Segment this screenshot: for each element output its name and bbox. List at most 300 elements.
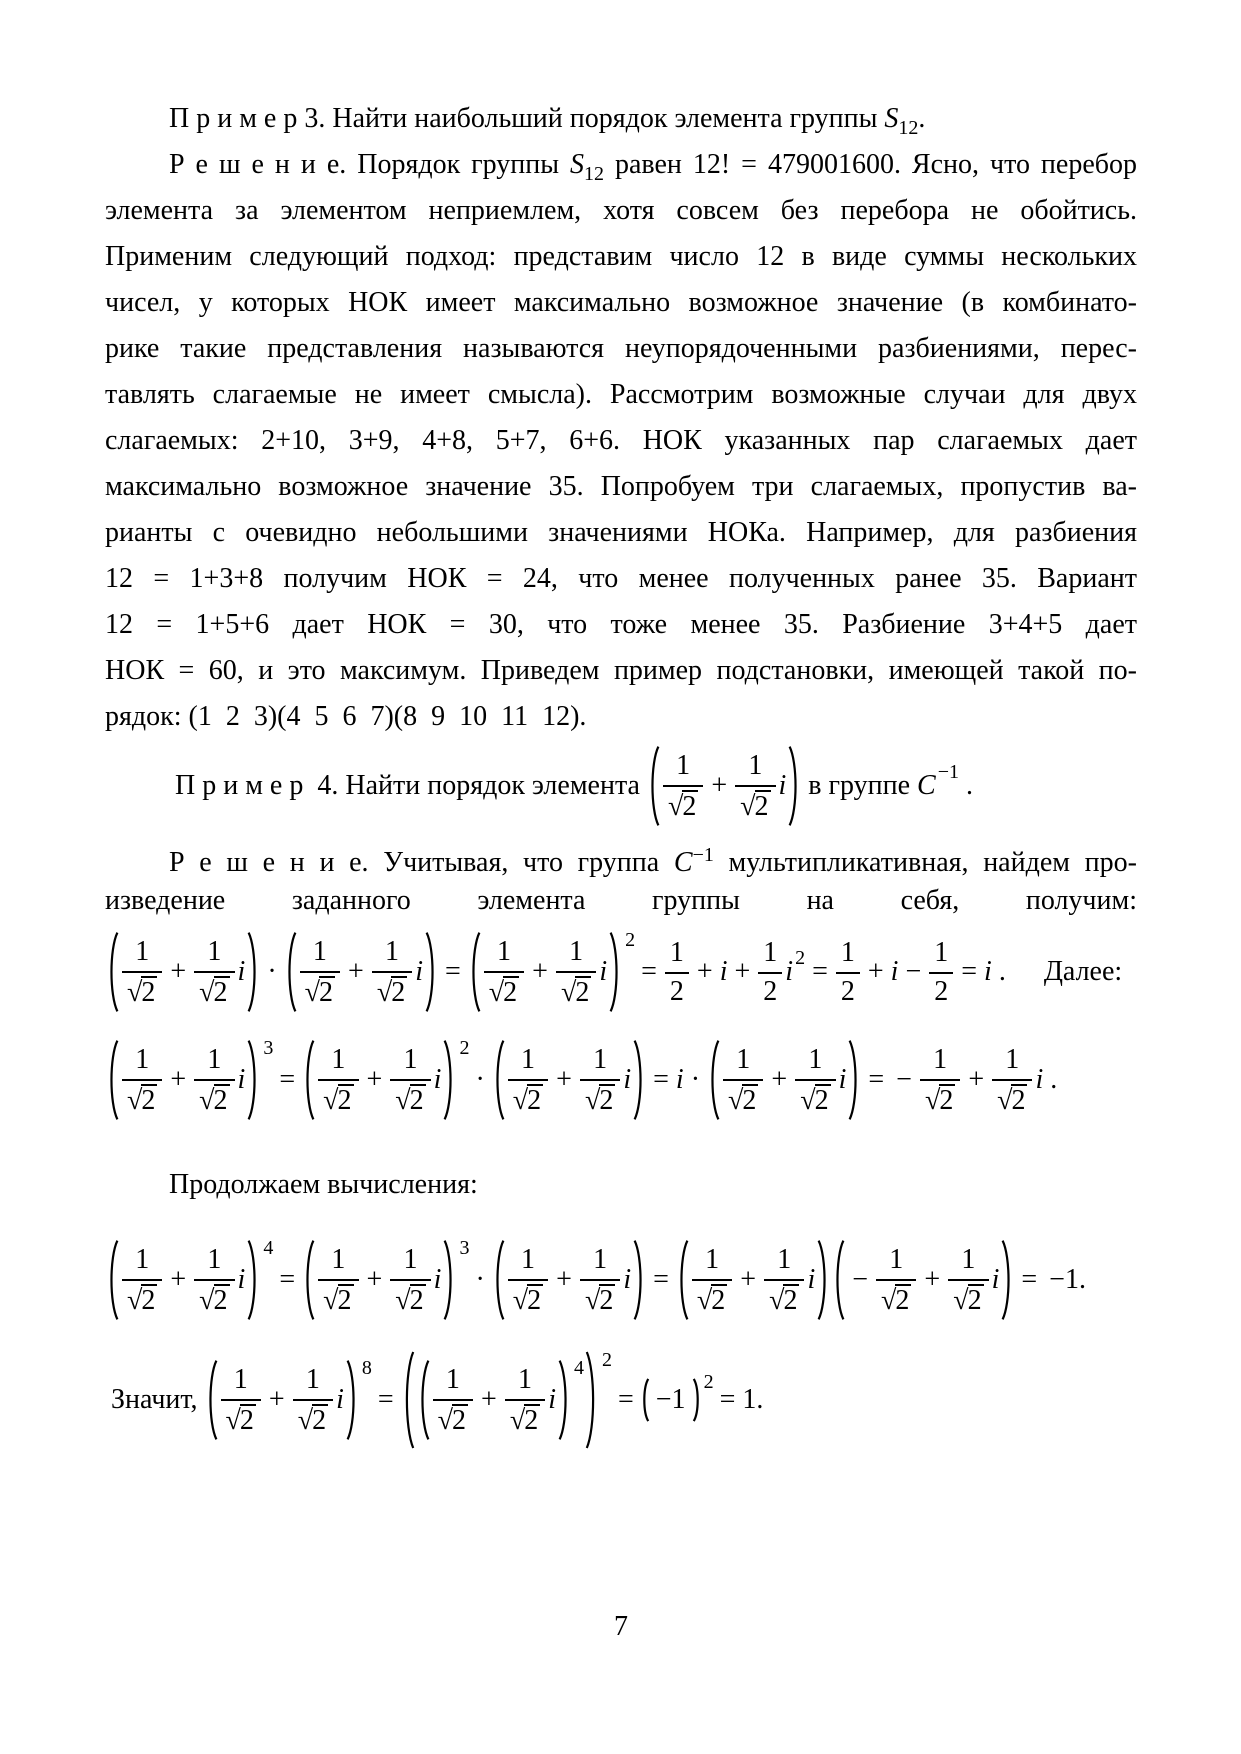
- spacer: [1012, 972, 1038, 973]
- math-variable: i: [237, 1064, 246, 1095]
- fraction: [508, 1045, 548, 1115]
- radical-sign: √: [323, 1084, 339, 1116]
- radical-sign: √: [488, 976, 505, 1008]
- text-token: ·: [690, 1064, 701, 1095]
- subscript: 12: [898, 117, 919, 139]
- denominator: [300, 971, 340, 1007]
- text-token: тавлять слагаемые не имеет смысла). Рассмотрим возможные случаи для двух: [105, 379, 1137, 410]
- radical-sign: √: [924, 1084, 941, 1116]
- exponent: 2: [459, 1036, 470, 1059]
- paren-group: [584, 1350, 612, 1450]
- numerator: 1: [207, 1044, 222, 1076]
- left-paren: [301, 1239, 316, 1321]
- numerator: 1: [445, 1364, 460, 1396]
- radicand: 2: [337, 1084, 352, 1116]
- denominator: 2: [758, 972, 782, 1006]
- text-token: 12 = 1+5+6 дает НОК = 30, что тоже менее 35. Разбиение 3+4+5 дает: [105, 609, 1137, 640]
- exponent: 3: [459, 1236, 470, 1259]
- fraction: [390, 1045, 430, 1115]
- denominator: [372, 971, 412, 1007]
- text-token: Р е ш е н и е. Учитывая, что группа: [169, 847, 674, 878]
- exponent: 2: [703, 1370, 714, 1393]
- text-token: =: [617, 1384, 634, 1415]
- fraction: [390, 1245, 430, 1315]
- denominator: 2: [836, 972, 860, 1006]
- denominator: [723, 1079, 763, 1115]
- radicand: 2: [239, 1404, 254, 1436]
- math-variable: i: [237, 1264, 246, 1295]
- fraction: [484, 937, 524, 1007]
- left-paren: [400, 1350, 416, 1450]
- radicand: 2: [783, 1284, 798, 1316]
- math-variable: i: [838, 1064, 847, 1095]
- radical-sign: √: [667, 790, 684, 822]
- fraction: [505, 1365, 545, 1435]
- radical-sign: √: [127, 976, 143, 1008]
- right-paren: [424, 931, 439, 1013]
- right-paren: [632, 1039, 647, 1121]
- text-token: .: [998, 956, 1006, 987]
- math-variable: S: [884, 103, 899, 134]
- radical-sign: √: [800, 1084, 816, 1116]
- radical-sign: √: [512, 1284, 529, 1316]
- paren-group: [632, 1239, 647, 1321]
- fraction: [836, 938, 860, 1006]
- radicand: 2: [711, 1284, 726, 1316]
- radicand: 2: [895, 1284, 910, 1316]
- solution3-line-8: [105, 464, 1137, 510]
- radicand: 2: [141, 976, 156, 1008]
- denominator: [992, 1079, 1032, 1115]
- text-token: =: [641, 956, 657, 987]
- paren-group: [847, 1039, 862, 1121]
- radicand: 2: [141, 1284, 156, 1316]
- solution3-line-12: [105, 648, 1137, 694]
- radicand: 2: [599, 1084, 614, 1116]
- right-paren: [246, 1039, 261, 1121]
- radicand: 2: [939, 1084, 954, 1116]
- fraction: [764, 1245, 804, 1315]
- left-paren: [105, 1239, 120, 1321]
- formula-fourth-power: [105, 1230, 1137, 1330]
- right-paren: [847, 1039, 862, 1121]
- paren-group: [246, 1036, 274, 1121]
- math-variable: i: [623, 1264, 632, 1295]
- text-token: ·: [475, 1264, 485, 1295]
- radical-sign: √: [376, 976, 393, 1008]
- denominator: 2: [929, 972, 953, 1006]
- numerator: 1: [385, 936, 400, 968]
- math-variable: i: [807, 1264, 816, 1295]
- denominator: [221, 1399, 261, 1435]
- fraction: [318, 1245, 358, 1315]
- radical-sign: √: [199, 976, 215, 1008]
- denominator: [433, 1399, 473, 1435]
- formula-cube: [105, 1034, 1137, 1126]
- paren-group: [692, 1370, 714, 1422]
- text-token: =: [279, 1064, 296, 1095]
- text-token: Применим следующий подход: представим число 12 в виде суммы нескольких: [105, 241, 1137, 272]
- math-variable: i: [1035, 1064, 1044, 1095]
- text-token: −: [896, 1064, 912, 1095]
- numerator: 1: [705, 1244, 720, 1276]
- right-paren: [692, 1378, 702, 1422]
- text-token: ·: [475, 1064, 485, 1095]
- text-token: рядок: (1 2 3)(4 5 6 7)(8 9 10 11 12).: [105, 701, 587, 732]
- fraction: [293, 1365, 333, 1435]
- text-token: П р и м е р 4. Найти порядок элемента: [175, 770, 640, 801]
- fraction: [920, 1045, 960, 1115]
- paren-group: [400, 1350, 416, 1450]
- paren-group: [283, 931, 298, 1013]
- left-paren: [204, 1359, 219, 1441]
- right-paren: [246, 931, 261, 1013]
- text-token: −: [852, 1264, 869, 1295]
- text-token: +: [867, 956, 884, 987]
- denominator: [194, 1079, 234, 1115]
- left-paren: [105, 1039, 120, 1121]
- paren-group: [424, 931, 439, 1013]
- text-token: =: [812, 956, 828, 987]
- radicand: 2: [527, 1284, 542, 1316]
- radical-sign: √: [395, 1084, 411, 1116]
- denominator: [122, 1079, 162, 1115]
- paren-group: [246, 931, 261, 1013]
- fraction: [580, 1045, 620, 1115]
- denominator: [505, 1399, 545, 1435]
- math-variable: i: [433, 1064, 442, 1095]
- text-token: чисел, у которых НОК имеет максимально возможное значение (в комбинато-: [105, 287, 1137, 318]
- text-token: .: [1050, 1064, 1058, 1095]
- text-token: мультипликативная, найдем про-: [713, 847, 1137, 878]
- fraction: [992, 1045, 1032, 1115]
- paren-group: [491, 1039, 506, 1121]
- left-paren: [105, 931, 120, 1013]
- text-token: +: [556, 1064, 572, 1095]
- numerator: 1: [889, 1244, 904, 1276]
- solution3-line-9: [105, 510, 1137, 556]
- text-token: =: [444, 956, 461, 987]
- numerator: 1: [496, 936, 511, 968]
- paren-group: [640, 1378, 650, 1422]
- radicand: 2: [409, 1084, 424, 1116]
- math-variable: i: [623, 1064, 632, 1095]
- numerator: 1: [520, 1044, 535, 1076]
- solution4-line-1: [105, 832, 1137, 878]
- radicand: 2: [409, 1284, 424, 1316]
- radicand: 2: [682, 790, 697, 822]
- text-token: −1: [655, 1384, 686, 1415]
- left-paren: [467, 931, 482, 1013]
- denominator: [735, 785, 775, 821]
- left-paren: [675, 1239, 690, 1321]
- paren-group: [345, 1356, 372, 1441]
- numerator: 1: [403, 1244, 418, 1276]
- fraction: [122, 937, 162, 1007]
- text-token: =: [653, 1064, 669, 1095]
- radical-sign: √: [769, 1284, 785, 1316]
- radicand: 2: [527, 1084, 542, 1116]
- text-token: равен 12! = 479001600. Ясно, что перебор: [604, 149, 1138, 180]
- text-token: =: [961, 956, 978, 987]
- superscript: −1: [692, 844, 714, 866]
- denominator: [580, 1079, 620, 1115]
- paren-group: [646, 745, 661, 827]
- fraction: [194, 1245, 234, 1315]
- math-variable: S: [570, 149, 585, 180]
- exponent: 4: [573, 1356, 584, 1379]
- fraction: [876, 1245, 916, 1315]
- fraction: [300, 937, 340, 1007]
- paren-group: [301, 1039, 316, 1121]
- radical-sign: √: [584, 1084, 601, 1116]
- paren-group: [557, 1356, 584, 1441]
- fraction: [122, 1245, 162, 1315]
- left-paren: [301, 1039, 316, 1121]
- numerator: 1: [961, 1244, 976, 1276]
- fraction: [735, 751, 775, 821]
- formula-square: [105, 926, 1137, 1018]
- right-paren: [1000, 1239, 1015, 1321]
- radical-sign: √: [740, 790, 756, 822]
- denominator: [122, 1279, 162, 1315]
- numerator: 1: [331, 1044, 346, 1076]
- radical-sign: √: [297, 1404, 314, 1436]
- fraction: [372, 937, 412, 1007]
- left-paren: [491, 1239, 506, 1321]
- denominator: [390, 1279, 430, 1315]
- math-variable: i: [548, 1384, 556, 1415]
- numerator: 1: [840, 937, 855, 969]
- text-token: Далее:: [1043, 956, 1123, 987]
- radical-sign: √: [953, 1284, 969, 1316]
- numerator: 1: [934, 937, 949, 969]
- numerator: 1: [593, 1244, 608, 1276]
- denominator: [795, 1079, 835, 1115]
- right-paren: [816, 1239, 831, 1321]
- text-token: =: [377, 1384, 394, 1415]
- text-token: Значит,: [111, 1384, 198, 1415]
- solution3-line-3: [105, 234, 1137, 280]
- right-paren: [557, 1359, 572, 1441]
- numerator: 1: [669, 937, 684, 969]
- text-token: рике такие представления называются неупорядоченными разбиениями, перес-: [105, 333, 1137, 364]
- math-variable: i: [433, 1264, 442, 1295]
- math-variable: i: [984, 956, 992, 987]
- superscript: −1: [937, 760, 959, 783]
- math-variable: i: [785, 956, 794, 987]
- denominator: [508, 1079, 548, 1115]
- solution3-line-11: [105, 602, 1137, 648]
- denominator: [948, 1279, 988, 1315]
- paren-group: [816, 1239, 831, 1321]
- paren-group: [467, 931, 482, 1013]
- text-token: рианты с очевидно небольшими значениями НОКа. Например, для разбиения: [105, 517, 1137, 548]
- continue-text: [105, 1162, 1137, 1208]
- text-token: +: [481, 1384, 497, 1415]
- text-token: −1.: [1049, 1264, 1086, 1295]
- fraction: [433, 1365, 473, 1435]
- radical-sign: √: [395, 1284, 411, 1316]
- numerator: 1: [403, 1044, 418, 1076]
- radicand: 2: [599, 1284, 614, 1316]
- math-variable: i: [599, 956, 608, 987]
- paren-group: [105, 931, 120, 1013]
- radical-sign: √: [127, 1284, 143, 1316]
- paren-group: [831, 1239, 846, 1321]
- numerator: 1: [520, 1244, 535, 1276]
- left-paren: [491, 1039, 506, 1121]
- fraction: [508, 1245, 548, 1315]
- formula-eighth-power: [105, 1346, 1137, 1454]
- paren-group: [442, 1036, 470, 1121]
- text-token: П р и м е р 3. Найти наибольший порядок элемента группы: [169, 103, 885, 134]
- math-variable: i: [890, 956, 899, 987]
- radicand: 2: [213, 976, 228, 1008]
- numerator: 1: [305, 1364, 320, 1396]
- paren-group: [1000, 1239, 1015, 1321]
- radicand: 2: [754, 790, 769, 822]
- math-variable: i: [778, 770, 787, 801]
- text-token: в группе: [808, 770, 911, 801]
- denominator: [764, 1279, 804, 1315]
- solution3-line-5: [105, 326, 1137, 372]
- text-token: +: [968, 1064, 985, 1095]
- example3-heading: [105, 96, 1137, 142]
- text-token: =: [868, 1064, 885, 1095]
- numerator: 1: [331, 1244, 346, 1276]
- right-paren: [632, 1239, 647, 1321]
- denominator: 2: [665, 972, 689, 1006]
- math-variable: i: [675, 1064, 684, 1095]
- numerator: 1: [207, 1244, 222, 1276]
- fraction: [194, 1045, 234, 1115]
- text-token: ·: [267, 956, 277, 987]
- denominator: [293, 1399, 333, 1435]
- radicand: 2: [575, 976, 590, 1008]
- denominator: [580, 1279, 620, 1315]
- radical-sign: √: [728, 1084, 744, 1116]
- radicand: 2: [337, 1284, 352, 1316]
- right-paren: [442, 1039, 457, 1121]
- numerator: 1: [593, 1044, 608, 1076]
- right-paren: [246, 1239, 261, 1321]
- numerator: 1: [135, 936, 150, 968]
- paren-group: [416, 1359, 431, 1441]
- denominator: [508, 1279, 548, 1315]
- left-paren: [283, 931, 298, 1013]
- radical-sign: √: [323, 1284, 339, 1316]
- exponent: 2: [601, 1348, 612, 1371]
- numerator: 1: [312, 936, 327, 968]
- radical-sign: √: [225, 1404, 241, 1436]
- fraction: [795, 1045, 835, 1115]
- radicand: 2: [319, 976, 334, 1008]
- radical-sign: √: [199, 1084, 215, 1116]
- denominator: [194, 971, 234, 1007]
- fraction: [221, 1365, 261, 1435]
- denominator: [194, 1279, 234, 1315]
- fraction: [665, 938, 689, 1006]
- left-paren: [831, 1239, 846, 1321]
- paren-group: [246, 1236, 274, 1321]
- numerator: 1: [808, 1044, 823, 1076]
- text-token: =: [1021, 1264, 1038, 1295]
- paren-group: [491, 1239, 506, 1321]
- text-token: +: [366, 1064, 383, 1095]
- text-token: =: [653, 1264, 669, 1295]
- solution3-line-1: [105, 142, 1137, 188]
- exponent: 4: [263, 1236, 274, 1259]
- math-variable: i: [237, 956, 246, 987]
- fraction: [194, 937, 234, 1007]
- paren-group: [632, 1039, 647, 1121]
- paren-group: [608, 928, 636, 1013]
- denominator: [876, 1279, 916, 1315]
- numerator: 1: [676, 750, 691, 782]
- exponent: 8: [361, 1356, 372, 1379]
- text-token: +: [268, 1384, 285, 1415]
- left-paren: [640, 1378, 650, 1422]
- fraction: [948, 1245, 988, 1315]
- text-token: Р е ш е н и е. Порядок группы: [169, 149, 571, 180]
- math-variable: i: [719, 956, 728, 987]
- fraction: [692, 1245, 732, 1315]
- text-token: +: [696, 956, 713, 987]
- text-token: +: [366, 1264, 383, 1295]
- text-token: +: [532, 956, 548, 987]
- text-token: максимально возможное значение 35. Попробуем три слагаемых, пропустив ва-: [105, 471, 1137, 502]
- right-paren: [584, 1350, 600, 1450]
- text-token: слагаемых: 2+10, 3+9, 4+8, 5+7, 6+6. НОК указанных пар слагаемых дает: [105, 425, 1137, 456]
- radical-sign: √: [584, 1284, 601, 1316]
- left-paren: [646, 745, 661, 827]
- denominator: [484, 971, 524, 1007]
- exponent: 2: [625, 928, 636, 951]
- exponent: 3: [263, 1036, 274, 1059]
- paren-group: [204, 1359, 219, 1441]
- solution4-line-2: [105, 878, 1137, 924]
- text-token: +: [711, 770, 728, 801]
- text-token: .: [966, 770, 973, 801]
- denominator: [390, 1079, 430, 1115]
- fraction: [556, 937, 596, 1007]
- right-paren: [345, 1359, 360, 1441]
- text-token: НОК = 60, и это максимум. Приведем пример подстановки, имеющей такой по-: [105, 655, 1137, 686]
- text-token: .: [918, 103, 926, 134]
- fraction: [580, 1245, 620, 1315]
- fraction: [318, 1045, 358, 1115]
- radical-sign: √: [512, 1084, 529, 1116]
- numerator: 1: [569, 936, 584, 968]
- text-token: +: [170, 1264, 187, 1295]
- page-number: 7: [614, 1611, 628, 1642]
- right-paren: [787, 745, 802, 827]
- text-token: 12 = 1+3+8 получим НОК = 24, что менее полученных ранее 35. Вариант: [105, 563, 1137, 594]
- paren-group: [301, 1239, 316, 1321]
- text-token: +: [924, 1264, 941, 1295]
- numerator: 1: [736, 1044, 751, 1076]
- math-variable: C: [917, 770, 936, 801]
- radicand: 2: [503, 976, 518, 1008]
- right-paren: [442, 1239, 457, 1321]
- math-variable: i: [415, 956, 423, 987]
- example4-heading: [105, 740, 1137, 832]
- fraction: [929, 938, 953, 1006]
- numerator: 1: [748, 750, 763, 782]
- numerator: 1: [777, 1244, 792, 1276]
- radicand: 2: [967, 1284, 982, 1316]
